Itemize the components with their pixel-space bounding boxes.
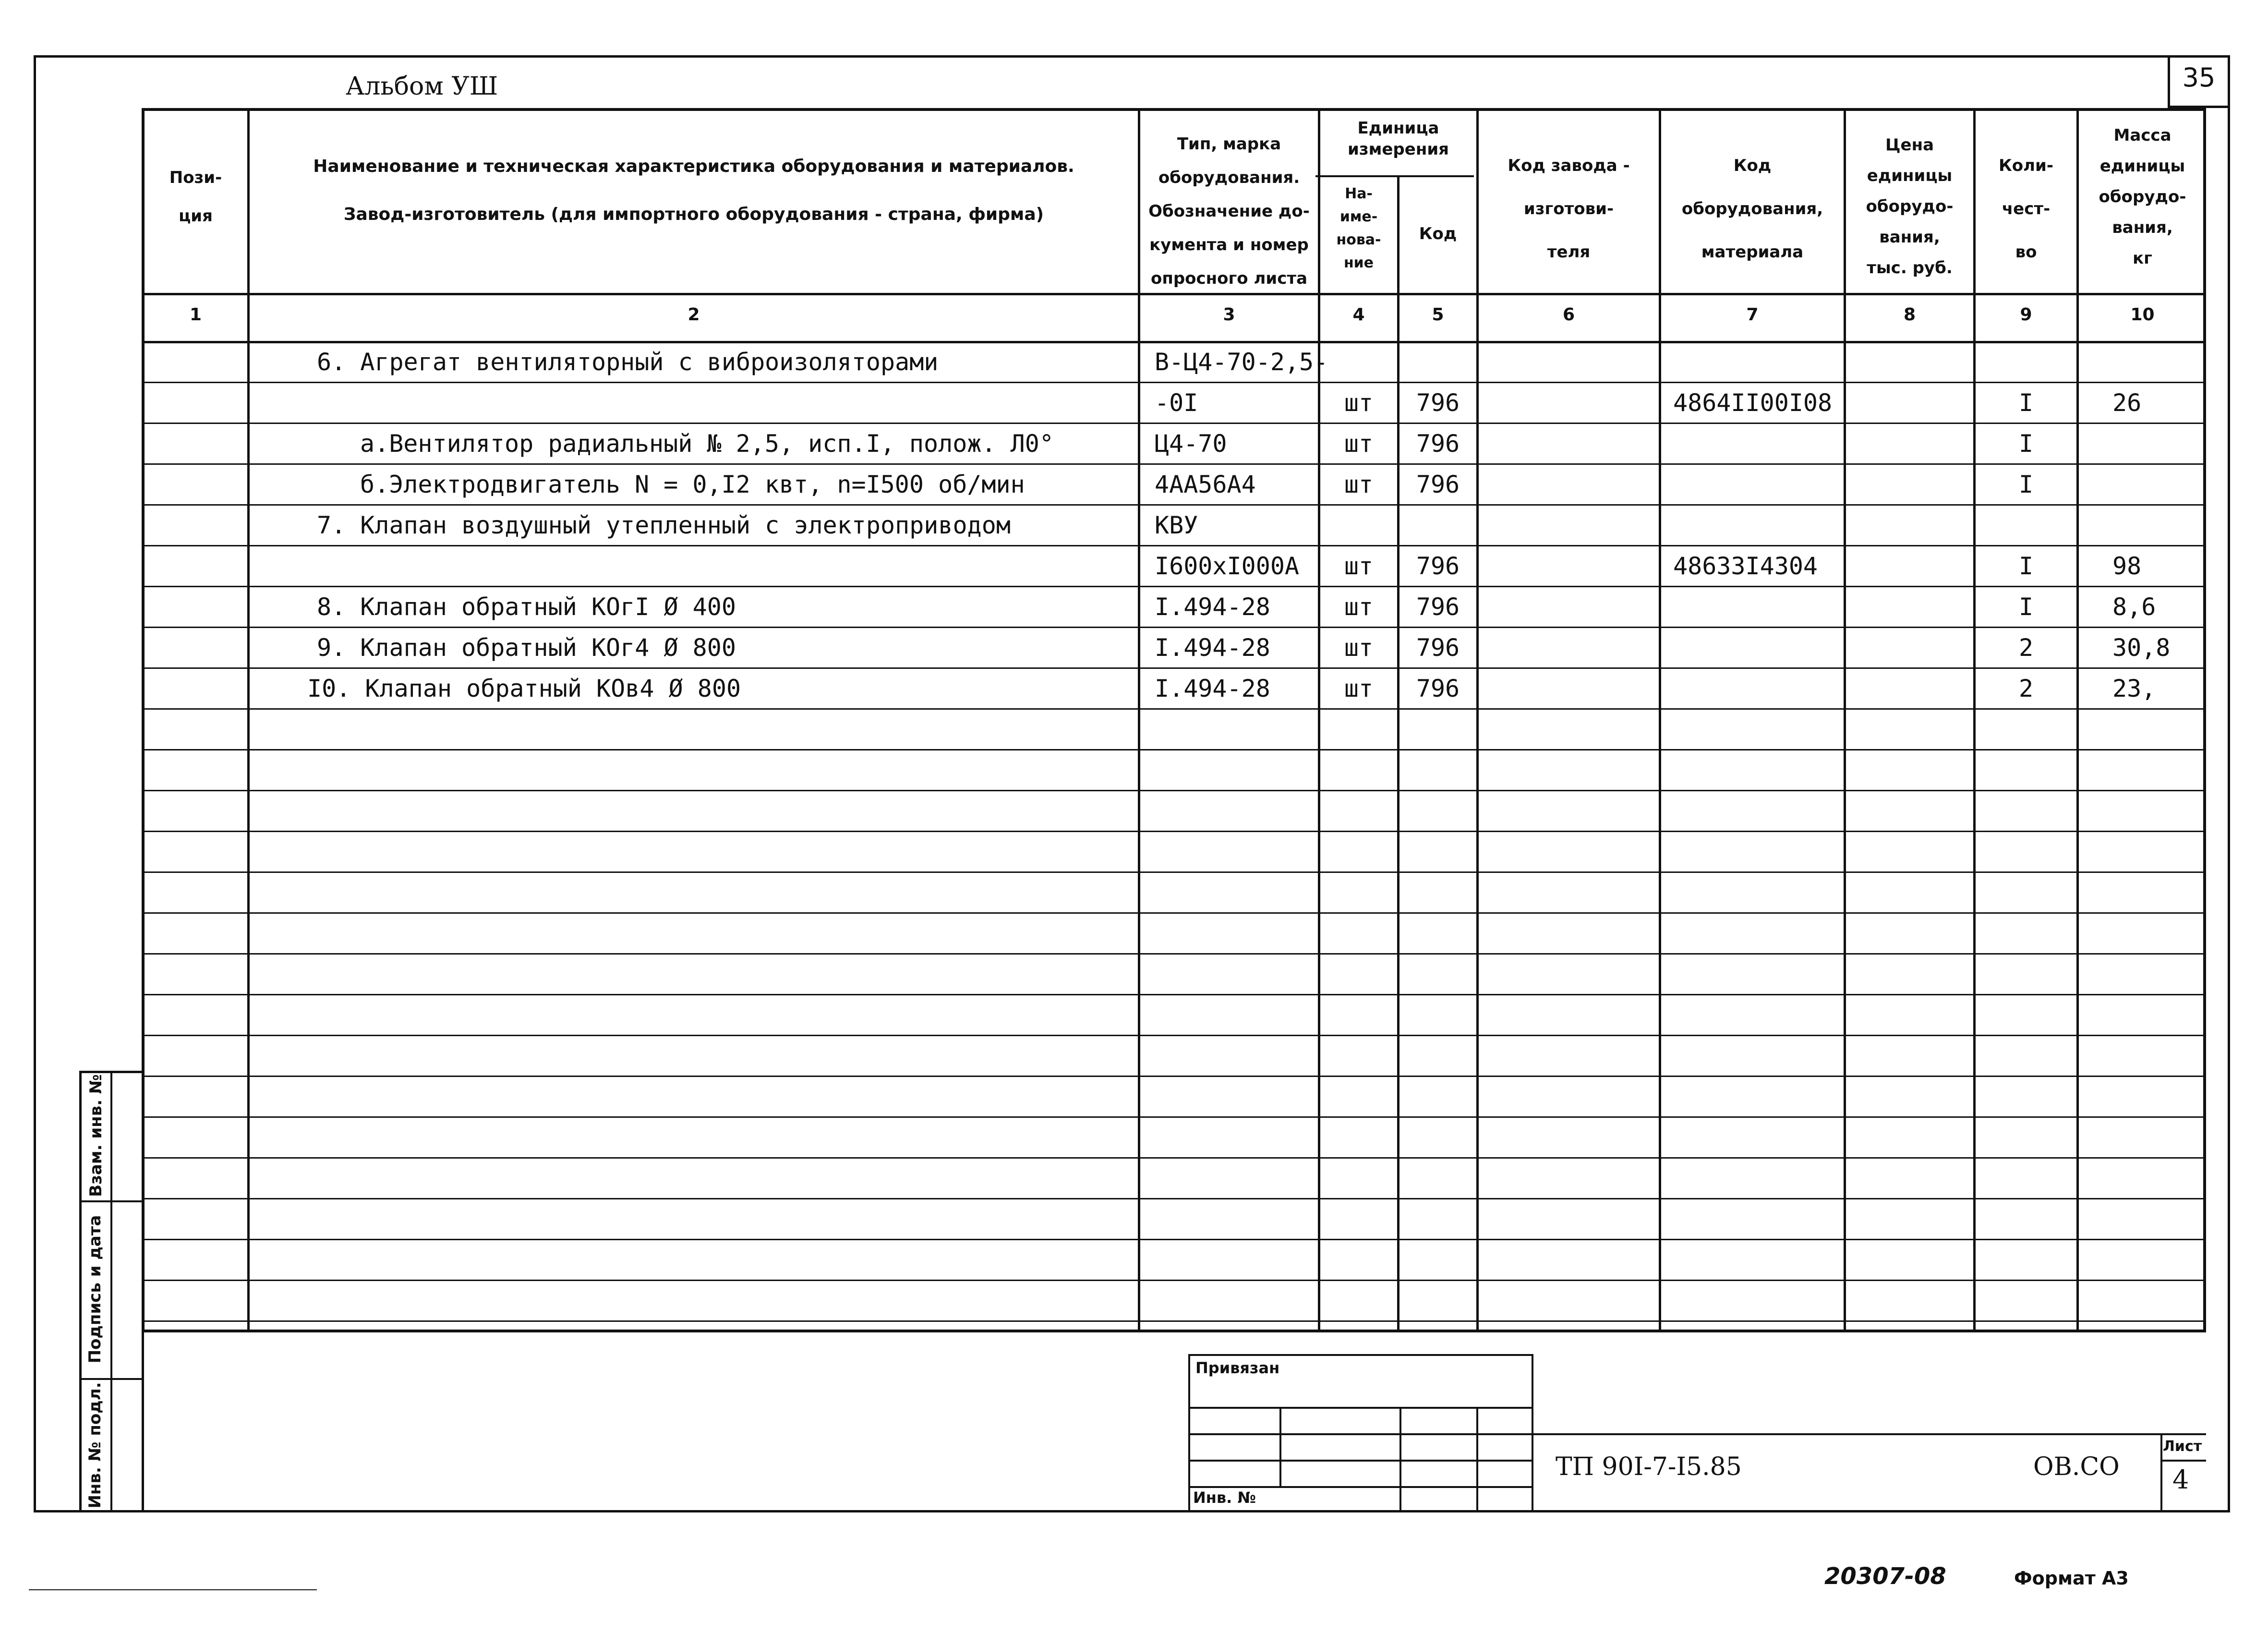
side-label-signature: Подпись и дата (85, 1215, 105, 1364)
row-quantity: I (2018, 471, 2034, 498)
document-mark: ОВ.СО (2033, 1452, 2120, 1481)
row-unit-code: 796 (1416, 675, 1460, 702)
side-label-inventory: Инв. № подл. (85, 1382, 105, 1509)
stamp-inventory-label: Инв. № (1193, 1488, 1256, 1507)
order-number: 20307-08 (1824, 1563, 1946, 1590)
header-unit-code: Код (1419, 224, 1457, 243)
header-equipment-code: Код оборудования, материала (1681, 156, 1823, 262)
document-code: ТП 90I-7-I5.85 (1556, 1452, 1742, 1481)
row-unit: шт (1344, 552, 1374, 580)
row-type: КВУ (1155, 511, 1198, 539)
album-title: Альбом УШ (346, 72, 498, 101)
row-mass: 8,6 (2112, 593, 2156, 621)
row-unit-code: 796 (1416, 552, 1460, 580)
side-label-replace: Взам. инв. № (86, 1074, 106, 1197)
col-number-4: 4 (1352, 305, 1365, 325)
row-name: I0. Клапан обратный КОв4 Ø 800 (307, 675, 741, 702)
row-name: 8. Клапан обратный КОгI Ø 400 (317, 593, 736, 621)
row-quantity: I (2018, 552, 2034, 580)
row-name: 7. Клапан воздушный утепленный с электроприводом (317, 511, 1011, 539)
row-unit-code: 796 (1416, 471, 1460, 498)
row-name: 6. Агрегат вентиляторный с виброизоляторами (317, 348, 939, 376)
col-number-6: 6 (1562, 305, 1575, 325)
row-quantity: 2 (2018, 675, 2034, 702)
row-mass: 30,8 (2112, 634, 2171, 662)
row-quantity: I (2018, 389, 2034, 417)
col-number-3: 3 (1223, 305, 1235, 325)
row-name: а.Вентилятор радиальный № 2,5, исп.I, полож. Л0° (360, 430, 1054, 458)
col-number-2: 2 (688, 305, 700, 325)
row-type: I.494-28 (1155, 593, 1270, 621)
row-name: 9. Клапан обратный КОг4 Ø 800 (317, 634, 736, 662)
header-mass: Масса единицы оборудо- вания, кг (2099, 126, 2186, 268)
col-number-8: 8 (1903, 305, 1916, 325)
row-type: I.494-28 (1155, 675, 1270, 702)
header-factory-code: Код завода - изготови- теля (1508, 156, 1630, 262)
row-quantity: I (2018, 593, 2034, 621)
row-mass: 23, (2112, 675, 2156, 702)
page-number: 35 (2182, 62, 2216, 93)
row-unit-code: 796 (1416, 430, 1460, 458)
header-unit-group: Единица измерения (1348, 119, 1449, 159)
format-label: Формат А3 (2014, 1568, 2129, 1589)
row-type: I600хI000А (1155, 552, 1300, 580)
row-quantity: I (2018, 430, 2034, 458)
row-quantity: 2 (2018, 634, 2034, 662)
row-equipment-code: 4864II00I08 (1673, 389, 1833, 417)
row-unit-code: 796 (1416, 389, 1460, 417)
sheet-label: Лист (2163, 1438, 2202, 1455)
sheet-number: 4 (2172, 1464, 2189, 1495)
col-number-9: 9 (2020, 305, 2032, 325)
header-unit-name: На- име- нова- ние (1336, 185, 1381, 271)
row-unit: шт (1344, 430, 1374, 458)
row-mass: 98 (2112, 552, 2142, 580)
header-name-line2: Завод-изготовитель (для импортного оборудования - страна, фирма) (343, 205, 1044, 224)
row-type: Ц4-70 (1155, 430, 1227, 458)
row-unit: шт (1344, 593, 1374, 621)
row-unit-code: 796 (1416, 593, 1460, 621)
stamp-attached-label: Привязан (1195, 1359, 1280, 1377)
row-name: б.Электродвигатель N = 0,I2 квт, n=I500 об/мин (360, 471, 1025, 498)
row-type: В-Ц4-70-2,5- (1155, 348, 1328, 376)
header-quantity: Коли- чест- во (1999, 156, 2053, 262)
row-unit: шт (1344, 471, 1374, 498)
header-price: Цена единицы оборудо- вания, тыс. руб. (1866, 135, 1954, 278)
row-unit: шт (1344, 634, 1374, 662)
col-number-7: 7 (1746, 305, 1759, 325)
row-type: 4АА56А4 (1155, 471, 1256, 498)
row-equipment-code: 48633I4304 (1673, 552, 1818, 580)
row-unit: шт (1344, 675, 1374, 702)
col-number-1: 1 (189, 305, 202, 325)
row-mass: 26 (2112, 389, 2142, 417)
header-type: Тип, марка оборудования. Обозначение до- кумента и номер опросного листа (1148, 134, 1310, 288)
row-type: I.494-28 (1155, 634, 1270, 662)
header-name-line1: Наименование и техническая характеристика оборудования и материалов. (313, 157, 1074, 176)
header-position: Пози- ция (169, 168, 222, 226)
col-number-10: 10 (2130, 305, 2155, 325)
col-number-5: 5 (1432, 305, 1444, 325)
row-unit: шт (1344, 389, 1374, 417)
row-type: -0I (1155, 389, 1198, 417)
row-unit-code: 796 (1416, 634, 1460, 662)
